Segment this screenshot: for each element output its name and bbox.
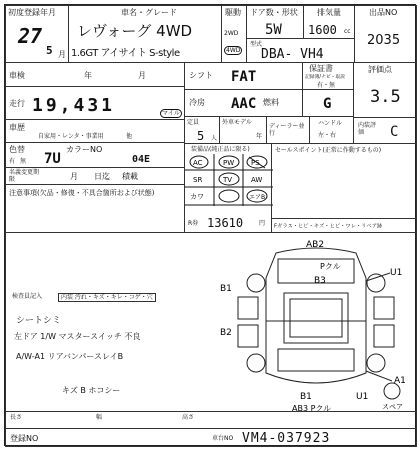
equip-kawa: カワ (190, 193, 204, 201)
color-no-label: カラーNO (66, 145, 103, 154)
fuel-label: 燃料 (263, 98, 279, 107)
first-reg-year: 27 (18, 24, 43, 48)
nc-day: 日迄 (94, 172, 110, 181)
door-right-front (374, 297, 394, 319)
warranty-box (302, 62, 354, 90)
note-line-1: シートシミ (16, 316, 62, 326)
warranty-label: 保証書 (309, 64, 333, 73)
model-type-label: 型式 (250, 41, 263, 48)
fuel-box (263, 89, 354, 117)
first-reg-label: 初度登録年月 (8, 8, 56, 17)
diag-b2: B2 (220, 328, 232, 338)
drive-label: 駆動 (225, 8, 241, 17)
import-label: 外車モデル (222, 119, 252, 126)
pointer-a1 (366, 371, 392, 381)
fuel-hw: G (323, 96, 332, 112)
height-label: 高さ (182, 414, 195, 421)
glass-row (271, 218, 417, 233)
handle-label: ハンドル (318, 120, 343, 127)
mileage-hw: 19,431 (32, 95, 116, 116)
dims-row (5, 411, 417, 429)
diag-b1-bottom: B1 (300, 392, 312, 402)
handle-box (309, 116, 354, 144)
interior-hw: C (390, 124, 399, 140)
reg-row (5, 428, 417, 447)
score-hw: 3.5 (370, 87, 401, 107)
equip-kawa-circle (219, 190, 239, 202)
equip-sr: SR (193, 176, 203, 184)
drive-4wd: 4WD (226, 47, 241, 54)
displacement-box (303, 5, 355, 39)
length-label: 長さ (10, 414, 23, 421)
name-change-row (5, 167, 185, 185)
ac-label: 冷房 (189, 98, 205, 107)
color-change-label: 色替 (9, 145, 25, 154)
doors-label: ドア数・形状 (250, 8, 298, 17)
note-line-3: A/W-A1 リアバンパースレイB (16, 352, 124, 361)
color-code-hw: 04E (132, 154, 151, 165)
diag-u1-top: U1 (390, 268, 403, 278)
diag-p: Pクル (320, 262, 341, 271)
first-reg-month: 5 (46, 44, 53, 57)
caution-box (5, 184, 185, 233)
car-diagram (216, 233, 416, 413)
score-box (353, 62, 417, 118)
color-row (5, 142, 185, 168)
month-label: 月 (58, 50, 66, 59)
grade-hw: 1.6GT アイサイト S-style (71, 48, 180, 59)
diag-u1-bottom: U1 (356, 392, 369, 402)
auction-sheet (4, 4, 416, 446)
note-line-4: キズ B ホコシー (62, 386, 121, 395)
color-hw: 7U (44, 151, 61, 167)
sales-items: Fガラス・ヒビ・キズ・ヒビ・ワレ・リペア跡 (274, 223, 383, 230)
drive-box (221, 5, 247, 63)
first-reg-box (5, 5, 69, 63)
car-cabin (290, 299, 342, 337)
chassis-label: 車台NO (212, 435, 234, 442)
lot-label: 出品NO (369, 8, 398, 17)
lot-number: 2035 (367, 33, 401, 48)
equip-aw: AW (251, 176, 263, 184)
inspector-label: 検査員記入 (12, 293, 43, 300)
score-label: 評価点 (368, 65, 392, 74)
equip-ps: PS (251, 159, 260, 167)
capacity-label: 定員 (187, 119, 200, 126)
diag-b3: B3 (314, 276, 326, 286)
door-left-front (238, 297, 258, 319)
equip-airb: エアB (249, 194, 266, 201)
equip-pw: PW (223, 159, 235, 167)
dealer-label: ディーラー並行 (269, 123, 305, 137)
capacity-box (184, 116, 220, 144)
handle-value: 左・右 (318, 132, 337, 139)
name-change-label: 名義変更期限 (9, 169, 40, 183)
history-row (5, 119, 185, 143)
drive-2wd: 2WD (224, 30, 239, 37)
color-change-no: 無 (20, 158, 27, 165)
chassis-hw: VM4-037923 (242, 431, 331, 446)
recycle-hw: 13610 (207, 216, 244, 230)
doors-hw: 5W (265, 22, 282, 38)
displacement-label: 排気量 (317, 8, 341, 17)
history-label: 車歴 (9, 123, 25, 132)
trans-row (184, 62, 303, 90)
interior-label: 内装評価 (358, 122, 377, 136)
load-label: 積載 (122, 172, 138, 181)
name-grade-box (68, 5, 222, 63)
equipment-box (184, 143, 272, 233)
displacement-hw: 1600 (308, 23, 337, 37)
inspection-label: 車検 (9, 71, 25, 80)
doors-box (246, 5, 304, 39)
diag-b1-left: B1 (220, 284, 232, 294)
diag-ab2: AB2 (306, 240, 325, 250)
mileage-label: 走行 (9, 99, 25, 108)
model-type-box (246, 38, 355, 63)
model-name-hw: レヴォーグ 4WD (77, 22, 193, 40)
capacity-unit: 人 (211, 135, 218, 142)
width-label: 幅 (96, 414, 103, 421)
warranty-value: 有・無 (317, 82, 336, 89)
inspector-area (5, 232, 417, 412)
color-change-yes: 有 (9, 158, 16, 165)
capacity-hw: 5 (197, 129, 205, 143)
model-type-hw: DBA- VH4 (261, 47, 324, 62)
dealer-box (266, 116, 310, 144)
wheel-front-right (367, 274, 385, 292)
recycle-unit: 円 (259, 220, 266, 227)
door-right-rear (374, 325, 394, 347)
wheel-rear-right (367, 354, 385, 372)
door-left-rear (238, 325, 258, 347)
ac-row (184, 89, 303, 117)
car-roof (284, 293, 348, 343)
car-trunk (278, 349, 354, 371)
inspection-year: 年 (84, 71, 92, 80)
import-box (219, 116, 267, 144)
diag-spare: スペア (382, 403, 403, 411)
inspection-month: 月 (138, 71, 146, 80)
cc-label: cc (344, 28, 351, 35)
diag-a1: A1 (394, 376, 406, 386)
inspector-options: 内装 汚れ・キズ・キレ・コゲ・穴 (58, 293, 156, 302)
name-grade-label: 車名・グレード (121, 8, 177, 17)
reg-no-label: 登録NO (10, 434, 39, 443)
history-options: 自家用・レンタ・事業用 (38, 133, 104, 140)
sales-point-label: セールスポイント(正常に作動するもの) (275, 147, 382, 154)
warranty-sub: 記録簿/ナビ・取説 (305, 74, 346, 80)
mileage-row (5, 86, 185, 120)
equipment-marks (185, 154, 273, 224)
wheel-front-left (247, 274, 265, 292)
mileage-unit: マイル (162, 110, 180, 117)
nc-month: 月 (70, 172, 78, 181)
import-year: 年 (256, 133, 263, 140)
wheel-rear-left (247, 354, 265, 372)
history-other: 他 (126, 133, 133, 140)
interior-box (353, 117, 417, 144)
inspection-row (5, 62, 185, 87)
equip-tv: TV (223, 176, 233, 184)
diag-ab3: AB3 Pクル (292, 404, 332, 413)
recycle-label: R券 (188, 220, 199, 227)
lot-box (354, 5, 417, 63)
caution-label: 注意事項(欠品・修復・不具合箇所および状態) (9, 189, 155, 197)
car-outline (266, 248, 366, 383)
trans-label: シフト (189, 71, 213, 80)
equipment-label: 装備品(純正品に限る) (191, 146, 250, 153)
ac-hw: AAC (231, 96, 257, 112)
equip-ac: AC (193, 159, 203, 167)
trans-hw: FAT (231, 69, 257, 85)
note-line-2: 左ドア 1/W マスタースイッチ 不良 (14, 332, 141, 341)
